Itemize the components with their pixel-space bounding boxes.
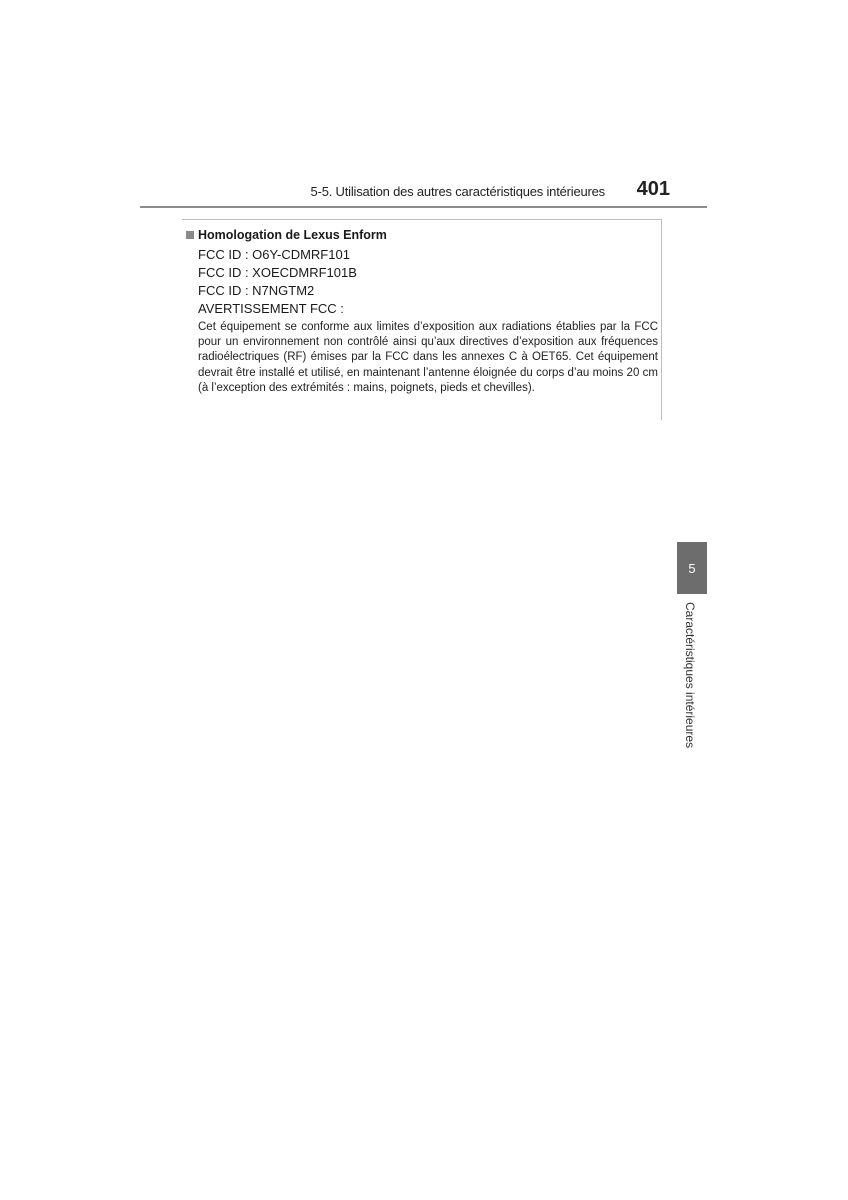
- chapter-title: 5-5. Utilisation des autres caractéristiques intérieures: [310, 184, 605, 199]
- chapter-tab: [677, 542, 707, 594]
- section-heading-text: Homologation de Lexus Enform: [198, 228, 387, 242]
- chapter-tab-number: 5: [688, 560, 696, 576]
- fcc-id-line: FCC ID : N7NGTM2: [198, 283, 315, 298]
- square-bullet-icon: [186, 231, 194, 239]
- page-number: 401: [636, 178, 670, 200]
- section-heading: [186, 228, 387, 242]
- fcc-id-line: FCC ID : XOECDMRF101B: [198, 265, 357, 280]
- chapter-tab-label: Caractéristiques intérieures: [683, 602, 697, 749]
- header-rule: [140, 206, 707, 208]
- fcc-id-line: FCC ID : O6Y-CDMRF101: [198, 247, 350, 262]
- fcc-warning-text: Cet équipement se conforme aux limites d’exposition aux radiations établies par la FCC pour un environnement non contrôlé ainsi qu’aux directives d’exposition aux fréquences radioélectriques (RF) émises par la FCC dans les annexes C à OET65. Cet équipement devrait être installé et utilisé, en maintenant l’antenne éloignée du corps d’au moins 20 cm (à l’exception des extrémités : mains, poignets, pieds et chevilles).: [198, 321, 658, 394]
- fcc-warning-label: AVERTISSEMENT FCC :: [198, 301, 344, 316]
